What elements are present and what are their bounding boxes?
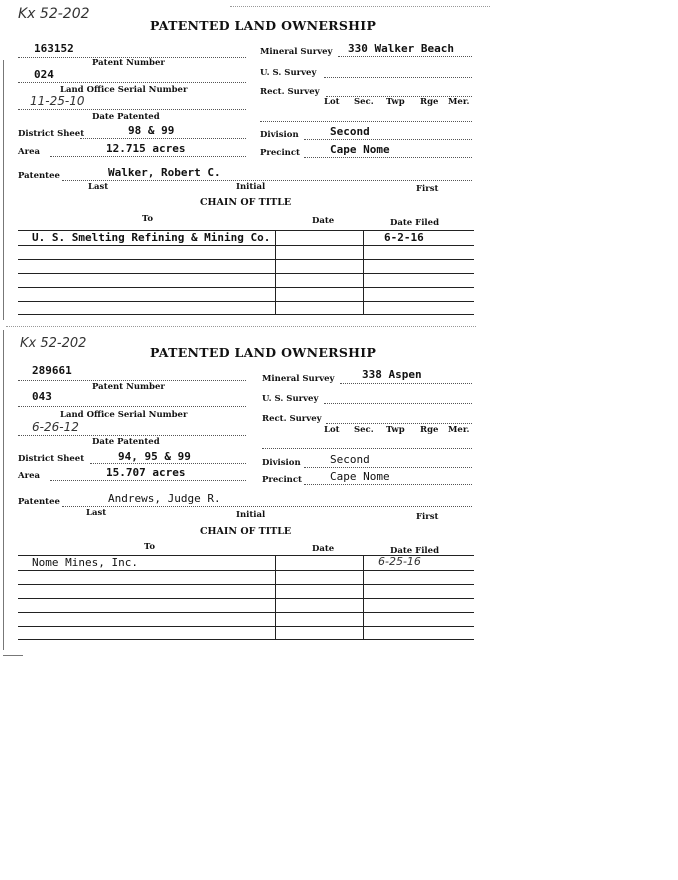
precinct-label: Precinct	[260, 148, 300, 158]
patentee-value: Walker, Robert C.	[108, 166, 221, 179]
rect-mer-label: Mer.	[448, 97, 470, 107]
chain-of-title-heading: CHAIN OF TITLE	[200, 526, 292, 537]
rect-rge-label: Rge	[420, 97, 439, 107]
mineral-survey-label: Mineral Survey	[262, 374, 335, 384]
page-edge-line	[3, 655, 23, 656]
us-survey-label: U. S. Survey	[260, 68, 317, 78]
district-sheet-value: 98 & 99	[128, 124, 175, 137]
mineral-survey-value: 338 Aspen	[362, 368, 422, 381]
name-first-label: First	[416, 184, 439, 194]
col-to-label: To	[144, 542, 156, 552]
serial-number-label: Land Office Serial Number	[60, 410, 188, 420]
patent-number-value: 289661	[32, 364, 72, 377]
district-sheet-label: District Sheet	[18, 454, 85, 464]
name-first-label: First	[416, 512, 439, 522]
ownership-card	[14, 0, 476, 320]
area-value: 12.715 acres	[106, 142, 186, 155]
col-to-label: To	[142, 214, 154, 224]
rect-survey-label: Rect. Survey	[262, 414, 322, 424]
division-value: Second	[330, 125, 370, 138]
patentee-label: Patentee	[18, 497, 60, 507]
patentee-label: Patentee	[18, 171, 60, 181]
ownership-card	[14, 326, 476, 646]
area-label: Area	[18, 471, 40, 481]
area-label: Area	[18, 147, 40, 157]
chain-filed-value: 6-25-16	[378, 555, 421, 568]
rect-sec-label: Sec.	[354, 97, 374, 107]
district-sheet-value: 94, 95 & 99	[118, 450, 191, 463]
name-initial-label: Initial	[236, 182, 266, 192]
rect-mer-label: Mer.	[448, 425, 470, 435]
district-sheet-label: District Sheet	[18, 129, 85, 139]
chain-of-title-heading: CHAIN OF TITLE	[200, 197, 292, 208]
card-top-edge	[6, 326, 476, 327]
file-number: Kx 52-202	[20, 336, 87, 351]
us-survey-label: U. S. Survey	[262, 394, 319, 404]
col-filed-label: Date Filed	[390, 218, 440, 228]
name-initial-label: Initial	[236, 510, 266, 520]
patent-number-label: Patent Number	[92, 58, 165, 68]
card-title: PATENTED LAND OWNERSHIP	[150, 345, 377, 360]
serial-number-value: 043	[32, 390, 52, 403]
date-patented-label: Date Patented	[92, 112, 160, 122]
rect-twp-label: Twp	[386, 425, 405, 435]
page-edge-line	[3, 60, 4, 320]
mineral-survey-value: 330 Walker Beach	[348, 42, 454, 55]
division-label: Division	[262, 458, 301, 468]
col-date-label: Date	[312, 216, 335, 226]
division-value: Second	[330, 453, 370, 466]
patentee-value: Andrews, Judge R.	[108, 492, 221, 505]
file-number: Kx 52-202	[18, 6, 90, 22]
precinct-value: Cape Nome	[330, 143, 390, 156]
col-date-label: Date	[312, 544, 335, 554]
rect-twp-label: Twp	[386, 97, 405, 107]
precinct-label: Precinct	[262, 475, 302, 485]
division-label: Division	[260, 130, 299, 140]
col-filed-label: Date Filed	[390, 546, 440, 556]
area-value: 15.707 acres	[106, 466, 186, 479]
name-last-label: Last	[86, 508, 107, 518]
patent-number-label: Patent Number	[92, 382, 165, 392]
rect-lot-label: Lot	[324, 97, 340, 107]
chain-to-value: U. S. Smelting Refining & Mining Co.	[32, 231, 271, 244]
date-patented-value: 11-25-10	[30, 94, 85, 108]
chain-filed-value: 6-2-16	[384, 231, 424, 244]
mineral-survey-label: Mineral Survey	[260, 47, 333, 57]
rect-rge-label: Rge	[420, 425, 439, 435]
serial-number-value: 024	[34, 68, 54, 81]
rect-lot-label: Lot	[324, 425, 340, 435]
date-patented-label: Date Patented	[92, 437, 160, 447]
date-patented-value: 6-26-12	[32, 420, 79, 434]
serial-number-label: Land Office Serial Number	[60, 85, 188, 95]
card-title: PATENTED LAND OWNERSHIP	[150, 18, 377, 33]
rect-sec-label: Sec.	[354, 425, 374, 435]
chain-to-value: Nome Mines, Inc.	[32, 556, 138, 569]
precinct-value: Cape Nome	[330, 470, 390, 483]
page-edge-line	[3, 330, 4, 650]
patent-number-value: 163152	[34, 42, 74, 55]
rect-survey-label: Rect. Survey	[260, 87, 320, 97]
name-last-label: Last	[88, 182, 109, 192]
